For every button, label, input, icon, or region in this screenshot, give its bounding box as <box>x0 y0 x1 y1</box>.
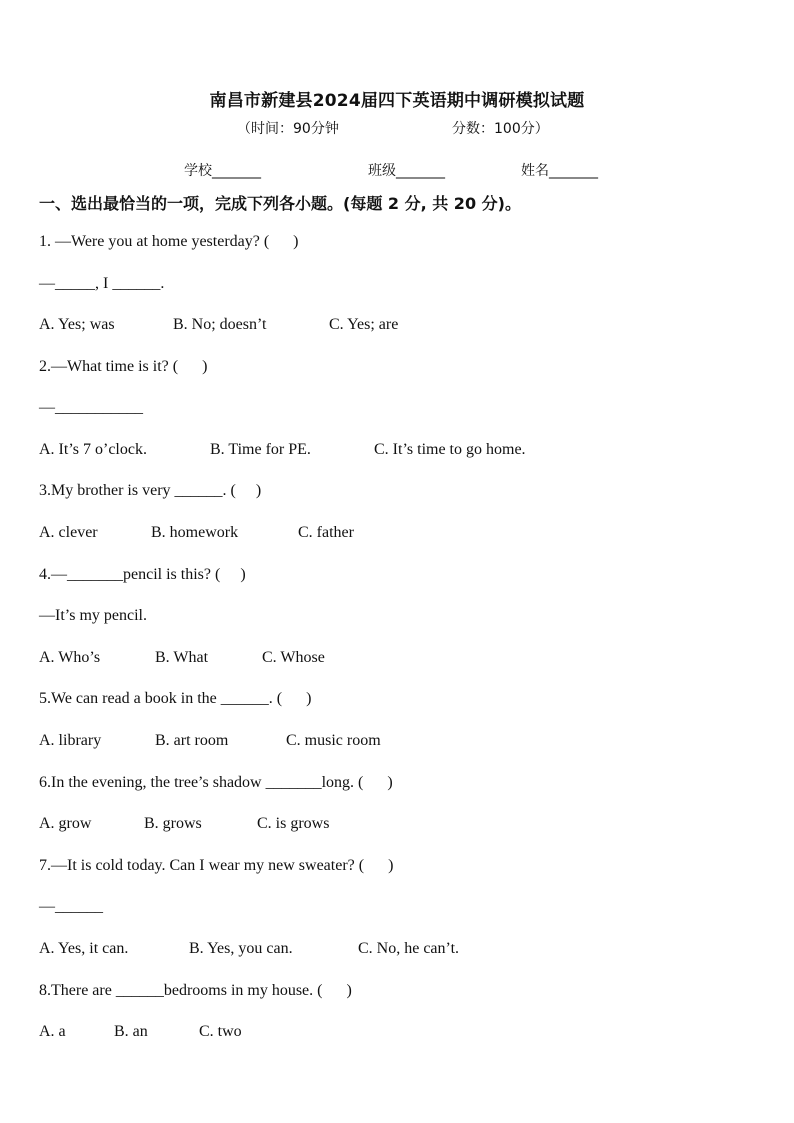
question-3-option-b: B. homework <box>151 524 239 541</box>
question-8-stem: 8.There are ______bedrooms in my house. ( ) <box>39 982 352 999</box>
question-7-option-a: A. Yes, it can. <box>39 940 129 957</box>
question-1-answer-line: —_____, I ______. <box>39 275 165 292</box>
question-4-stem: 4.—_______pencil is this? ( ) <box>39 566 246 583</box>
question-3-stem: 3.My brother is very ______. ( ) <box>39 482 262 499</box>
question-6-option-a: A. grow <box>39 815 92 832</box>
question-7-option-c: C. No, he can’t. <box>358 940 460 957</box>
exam-score: 分数：100分） <box>452 121 549 137</box>
name-field: 姓名_______ <box>521 163 598 179</box>
question-1-stem: 1. —Were you at home yesterday? ( ) <box>39 233 299 250</box>
question-8-option-b: B. an <box>114 1023 148 1040</box>
question-2-stem: 2.—What time is it? ( ) <box>39 358 208 375</box>
question-4-option-b: B. What <box>155 649 209 666</box>
question-3-option-c: C. father <box>298 524 354 541</box>
exam-time: （时间：90分钟 <box>237 121 339 137</box>
question-5-option-b: B. art room <box>155 732 229 749</box>
question-5-option-a: A. library <box>39 732 102 749</box>
question-4-answer-line: —It’s my pencil. <box>39 607 147 624</box>
question-6-option-c: C. is grows <box>257 815 330 832</box>
question-6-option-b: B. grows <box>144 815 202 832</box>
question-3-option-a: A. clever <box>39 524 98 541</box>
question-2-option-c: C. It’s time to go home. <box>374 441 526 458</box>
question-7-answer-line: —______ <box>39 898 103 915</box>
question-8-option-c: C. two <box>199 1023 242 1040</box>
question-6-stem: 6.In the evening, the tree’s shadow _______long. ( ) <box>39 774 393 791</box>
page-title: 南昌市新建县2024届四下英语期中调研模拟试题 <box>209 91 585 111</box>
question-2-option-b: B. Time for PE. <box>210 441 311 458</box>
question-2-answer-line: —___________ <box>39 399 143 416</box>
question-5-option-c: C. music room <box>286 732 381 749</box>
question-4-option-a: A. Who’s <box>39 649 101 666</box>
question-4-option-c: C. Whose <box>262 649 325 666</box>
question-1-option-c: C. Yes; are <box>329 316 399 333</box>
class-field: 班级_______ <box>368 163 445 179</box>
section-heading: 一、选出最恰当的一项，完成下列各小题。(每题 2 分, 共 20 分)。 <box>39 194 521 213</box>
question-1-option-b: B. No; doesn’t <box>173 316 267 333</box>
question-5-stem: 5.We can read a book in the ______. ( ) <box>39 690 312 707</box>
question-7-option-b: B. Yes, you can. <box>189 940 293 957</box>
question-8-option-a: A. a <box>39 1023 66 1040</box>
question-1-option-a: A. Yes; was <box>39 316 115 333</box>
school-field: 学校_______ <box>184 163 261 179</box>
question-7-stem: 7.—It is cold today. Can I wear my new sweater? ( ) <box>39 857 394 874</box>
question-2-option-a: A. It’s 7 o’clock. <box>39 441 147 458</box>
